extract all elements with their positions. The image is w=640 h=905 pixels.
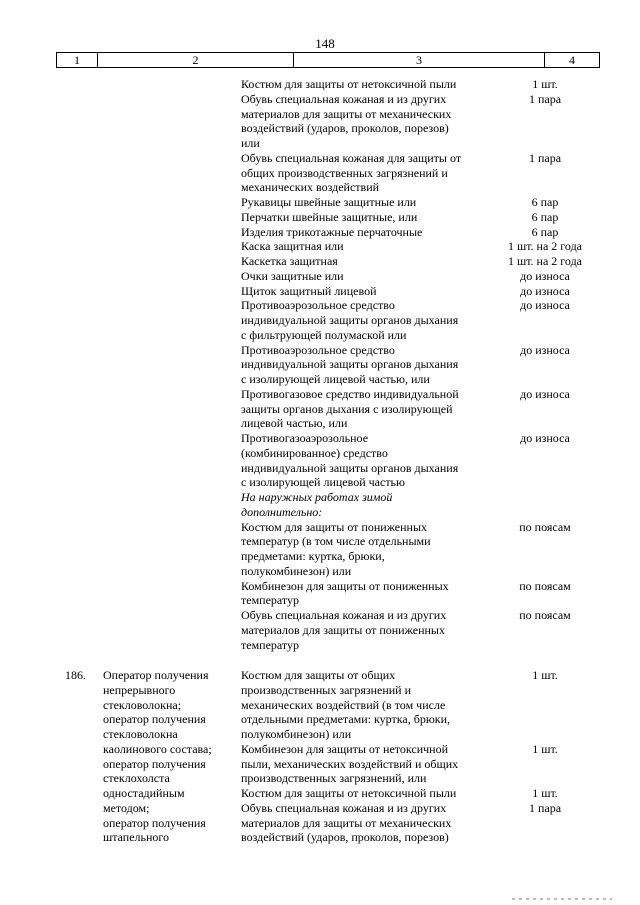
item-name-line: Костюм для защиты от нетоксичной пыли bbox=[241, 786, 457, 800]
item-name-line: Обувь специальная кожаная и из других bbox=[241, 91, 447, 106]
header-col-4: 4 bbox=[569, 53, 575, 67]
item-name-line: Костюм для защиты от нетоксичной пыли bbox=[241, 77, 457, 91]
item-name-line: пыли, механических воздействий и общих bbox=[241, 756, 459, 771]
winter-heading: На наружных работах зимой bbox=[241, 490, 393, 504]
item-name-line: (комбинированное) средство bbox=[241, 445, 388, 460]
item-name-line: Противоаэрозольное средство bbox=[241, 298, 395, 313]
item-quantity: до износа bbox=[520, 386, 570, 401]
item-quantity: по поясам bbox=[519, 578, 571, 593]
item-quantity: 1 шт. bbox=[532, 741, 558, 756]
item-name-line: или bbox=[241, 136, 260, 150]
item-quantity: 1 пара bbox=[528, 800, 562, 815]
profession-line: стекловолокна; bbox=[103, 697, 182, 712]
profession-line: каолинового состава; bbox=[103, 741, 212, 756]
item-name-line: полукомбинезон) или bbox=[241, 563, 352, 578]
item-name-line: Рукавицы швейные защитные или bbox=[241, 195, 417, 209]
item-name-line: Каскетка защитная bbox=[241, 254, 338, 268]
item-quantity: 1 шт. bbox=[532, 77, 558, 91]
item-name-line: защиты органов дыхания с изолирующей bbox=[241, 401, 453, 416]
item-name-line: лицевой частью, или bbox=[241, 416, 348, 431]
item-name-line: Изделия трикотажные перчаточные bbox=[241, 224, 423, 239]
item-quantity: по поясам bbox=[519, 608, 571, 622]
item-quantity: до износа bbox=[520, 268, 570, 283]
item-quantity: 6 пар bbox=[531, 209, 559, 224]
item-quantity: 1 шт. bbox=[532, 786, 558, 800]
page-number: 148 bbox=[315, 36, 335, 51]
item-name-line: Перчатки швейные защитные, или bbox=[241, 209, 418, 224]
profession-line: оператор получения bbox=[103, 712, 206, 727]
item-name-line: воздействий (ударов, проколов, порезов) bbox=[241, 830, 449, 845]
item-name-line: отдельными предметами: куртка, брюки, bbox=[241, 712, 451, 727]
item-quantity: 1 шт. на 2 года bbox=[507, 239, 583, 254]
winter-heading: дополнительно: bbox=[241, 504, 323, 519]
item-name-line: материалов для защиты от механических bbox=[241, 106, 452, 121]
item-name-line: механических воздействий bbox=[241, 180, 380, 195]
profession-line: непрерывного bbox=[103, 682, 176, 697]
item-quantity: до износа bbox=[520, 342, 570, 357]
item-quantity: до износа bbox=[520, 298, 570, 313]
item-name-line: воздействий (ударов, проколов, порезов) bbox=[241, 121, 449, 136]
item-quantity: по поясам bbox=[519, 519, 571, 534]
entry-number: 186. bbox=[65, 668, 86, 682]
item-name-line: Комбинезон для защиты от пониженных bbox=[241, 578, 449, 593]
item-name-line: с изолирующей лицевой частью, или bbox=[241, 372, 430, 386]
item-quantity: 1 шт. bbox=[532, 668, 558, 682]
item-name-line: Очки защитные или bbox=[241, 268, 344, 283]
profession-line: одностадийным bbox=[103, 786, 185, 800]
item-name-line: температур bbox=[241, 593, 300, 608]
profession-line: Оператор получения bbox=[103, 668, 209, 682]
profession-line: стекловолокна bbox=[103, 727, 178, 741]
header-col-1: 1 bbox=[74, 53, 80, 67]
item-name-line: производственных загрязнений, или bbox=[241, 771, 427, 786]
item-quantity: 1 пара bbox=[528, 91, 562, 106]
item-name-line: материалов для защиты от пониженных bbox=[241, 622, 445, 637]
item-name-line: механических воздействий (в том числе bbox=[241, 697, 446, 712]
item-name-line: Противогазоаэрозольное bbox=[241, 431, 369, 445]
item-name-line: с фильтрующей полумаской или bbox=[241, 327, 407, 342]
item-quantity: 6 пар bbox=[531, 195, 559, 209]
item-name-line: общих производственных загрязнений и bbox=[241, 165, 448, 180]
item-quantity: 1 пара bbox=[528, 150, 562, 165]
item-name-line: индивидуальной защиты органов дыхания bbox=[241, 313, 459, 327]
item-name-line: Щиток защитный лицевой bbox=[241, 283, 377, 298]
profession-line: методом; bbox=[103, 800, 150, 815]
profession-line: оператор получения bbox=[103, 815, 206, 830]
item-name-line: Обувь специальная кожаная и из других bbox=[241, 800, 447, 815]
item-name-line: с изолирующей лицевой частью bbox=[241, 475, 405, 490]
item-name-line: температур bbox=[241, 637, 300, 652]
profession-line: штапельного bbox=[103, 830, 170, 845]
item-quantity: 6 пар bbox=[531, 224, 559, 239]
item-name-line: Противоаэрозольное средство bbox=[241, 342, 395, 357]
profession-line: стеклохолста bbox=[103, 771, 170, 786]
table-header bbox=[56, 52, 600, 68]
header-col-3: 3 bbox=[416, 53, 422, 67]
item-name-line: Каска защитная или bbox=[241, 239, 344, 254]
item-name-line: полукомбинезон) или bbox=[241, 727, 352, 741]
item-name-line: Противогазовое средство индивидуальной bbox=[241, 386, 459, 401]
item-name-line: температур (в том числе отдельными bbox=[241, 534, 431, 549]
item-name-line: Костюм для защиты от пониженных bbox=[241, 519, 428, 534]
profession-line: оператор получения bbox=[103, 756, 206, 771]
item-quantity: до износа bbox=[520, 431, 570, 445]
item-name-line: Обувь специальная кожаная и из других bbox=[241, 608, 447, 622]
scan-artifact bbox=[512, 898, 612, 900]
item-name-line: Костюм для защиты от общих bbox=[241, 668, 396, 682]
item-name-line: индивидуальной защиты органов дыхания bbox=[241, 460, 459, 475]
item-quantity: до износа bbox=[520, 283, 570, 298]
item-quantity: 1 шт. на 2 года bbox=[507, 254, 583, 268]
header-col-2: 2 bbox=[192, 53, 199, 67]
item-name-line: индивидуальной защиты органов дыхания bbox=[241, 357, 459, 372]
item-name-line: Комбинезон для защиты от нетоксичной bbox=[241, 741, 449, 756]
item-name-line: предметами: куртка, брюки, bbox=[241, 549, 385, 563]
item-name-line: Обувь специальная кожаная для защиты от bbox=[241, 150, 462, 165]
item-name-line: производственных загрязнений и bbox=[241, 682, 412, 697]
item-name-line: материалов для защиты от механических bbox=[241, 815, 452, 830]
